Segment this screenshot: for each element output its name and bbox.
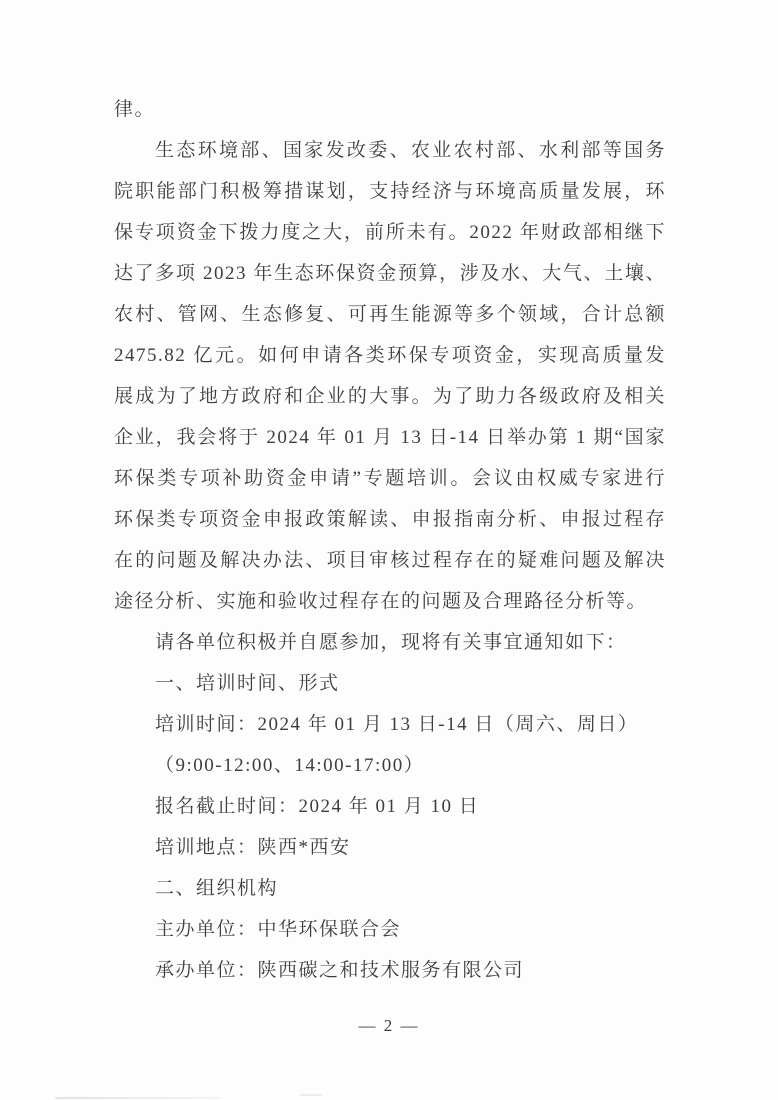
- document-body: [114, 89, 666, 991]
- scan-edge-artifact: [55, 1097, 220, 1099]
- text-line: （9:00-12:00、14:00-17:00）: [155, 755, 425, 776]
- text-line: 途径分析、实施和验收过程存在的问题及合理路径分析等。: [114, 591, 648, 612]
- text-line: 请各单位积极并自愿参加，现将有关事宜通知如下：: [155, 632, 627, 653]
- text-line: 律。: [114, 99, 156, 120]
- text-line: 环保类专项资金申报政策解读、申报指南分析、申报过程存: [114, 509, 666, 530]
- text-line: 二、组织机构: [155, 878, 279, 899]
- text-line: 承办单位：陕西碳之和技术服务有限公司: [155, 960, 525, 981]
- page-number: — 2 —: [358, 1016, 420, 1035]
- text-line: 生态环境部、国家发改委、农业农村部、水利部等国务: [155, 140, 666, 161]
- text-line: 报名截止时间：2024 年 01 月 10 日: [155, 796, 480, 817]
- text-line: 环保类专项补助资金申请”专题培训。会议由权威专家进行: [114, 468, 666, 489]
- text-line: 院职能部门积极筹措谋划，支持经济与环境高质量发展，环: [114, 181, 666, 202]
- page-footer: [0, 1016, 778, 1036]
- text-line: 2475.82 亿元。如何申请各类环保专项资金，实现高质量发: [114, 345, 666, 366]
- text-line: 企业，我会将于 2024 年 01 月 13 日-14 日举办第 1 期“国家: [114, 427, 666, 448]
- text-line: 培训时间：2024 年 01 月 13 日-14 日（周六、周日）: [155, 714, 639, 735]
- text-line: 在的问题及解决办法、项目审核过程存在的疑难问题及解决: [114, 550, 666, 571]
- text-line: 一、培训时间、形式: [155, 673, 340, 694]
- text-line: 保专项资金下拨力度之大，前所未有。2022 年财政部相继下: [114, 222, 666, 243]
- text-line: 展成为了地方政府和企业的大事。为了助力各级政府及相关: [114, 386, 666, 407]
- text-line: 农村、管网、生态修复、可再生能源等多个领域，合计总额: [114, 304, 666, 325]
- text-line: 达了多项 2023 年生态环保资金预算，涉及水、大气、土壤、: [114, 263, 666, 284]
- scan-dot-artifact: [300, 1094, 322, 1096]
- text-line: 培训地点：陕西*西安: [155, 837, 351, 858]
- text-line: 主办单位：中华环保联合会: [155, 919, 402, 940]
